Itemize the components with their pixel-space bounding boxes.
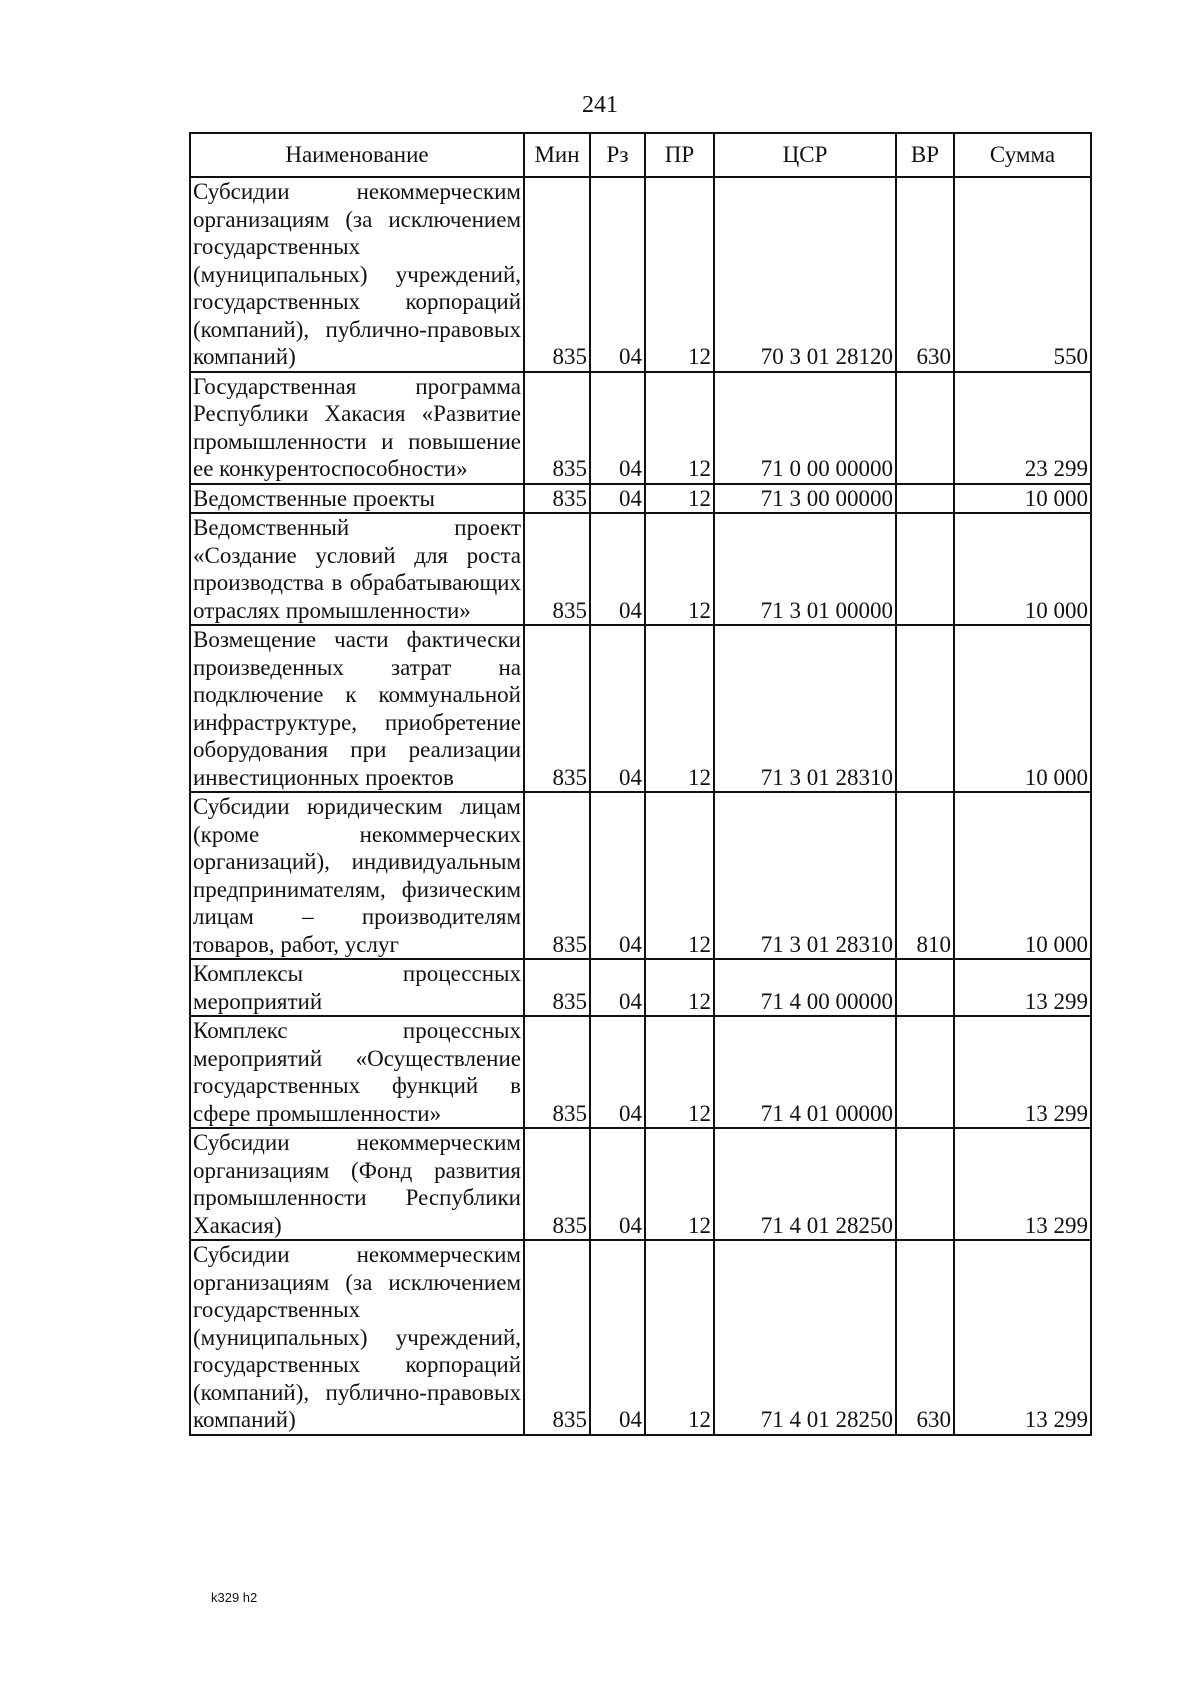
cell-pr: 12 — [645, 177, 714, 372]
cell-vr: 810 — [896, 792, 954, 959]
cell-pr: 12 — [645, 1016, 714, 1128]
cell-vr — [896, 513, 954, 625]
cell-min: 835 — [524, 1240, 590, 1435]
cell-rz: 04 — [590, 1240, 645, 1435]
cell-min: 835 — [524, 372, 590, 484]
table-row — [190, 959, 1091, 1016]
cell-vr — [896, 1128, 954, 1240]
cell-rz: 04 — [590, 792, 645, 959]
cell-name: Комплексы процессных мероприятий — [190, 959, 524, 1016]
cell-vr — [896, 625, 954, 792]
cell-name: Возмещение части фактически произведенных затрат на подключение к коммунальной инфраструктуре, приобретение оборудования при реализации инвестиционных проектов — [190, 625, 524, 792]
cell-name: Ведомственные проекты — [190, 484, 524, 514]
cell-rz: 04 — [590, 959, 645, 1016]
cell-csr: 71 3 01 28310 — [714, 625, 896, 792]
cell-csr: 71 4 01 28250 — [714, 1128, 896, 1240]
cell-pr: 12 — [645, 959, 714, 1016]
cell-min: 835 — [524, 513, 590, 625]
cell-pr: 12 — [645, 792, 714, 959]
cell-name: Субсидии некоммерческим организациям (за исключением государственных (муниципальных) учреждений, государственных корпораций (компаний), публично-правовых компаний) — [190, 1240, 524, 1435]
cell-sum: 13 299 — [954, 959, 1091, 1016]
cell-csr: 71 3 01 28310 — [714, 792, 896, 959]
cell-rz: 04 — [590, 513, 645, 625]
cell-min: 835 — [524, 177, 590, 372]
cell-csr: 71 4 01 28250 — [714, 1240, 896, 1435]
header-min: Мин — [524, 133, 590, 177]
cell-rz: 04 — [590, 372, 645, 484]
cell-vr — [896, 372, 954, 484]
table-row — [190, 484, 1091, 514]
cell-name: Ведомственный проект «Создание условий для роста производства в обрабатывающих отраслях промышленности» — [190, 513, 524, 625]
table-row — [190, 625, 1091, 792]
header-rz: Рз — [590, 133, 645, 177]
cell-name: Субсидии юридическим лицам (кроме некоммерческих организаций), индивидуальным предпринимателям, физическим лицам – производителям товаров, работ, услуг — [190, 792, 524, 959]
cell-rz: 04 — [590, 484, 645, 514]
cell-min: 835 — [524, 792, 590, 959]
header-sum: Сумма — [954, 133, 1091, 177]
table-row — [190, 513, 1091, 625]
table-row — [190, 1128, 1091, 1240]
cell-csr: 70 3 01 28120 — [714, 177, 896, 372]
table-row — [190, 1016, 1091, 1128]
header-csr: ЦСР — [714, 133, 896, 177]
cell-rz: 04 — [590, 1128, 645, 1240]
footer-code: k329 h2 — [211, 1590, 258, 1605]
cell-sum: 10 000 — [954, 625, 1091, 792]
cell-name: Субсидии некоммерческим организациям (за исключением государственных (муниципальных) учреждений, государственных корпораций (компаний), публично-правовых компаний) — [190, 177, 524, 372]
cell-min: 835 — [524, 1016, 590, 1128]
header-name: Наименование — [190, 133, 524, 177]
cell-rz: 04 — [590, 625, 645, 792]
cell-sum: 10 000 — [954, 513, 1091, 625]
header-pr: ПР — [645, 133, 714, 177]
page-number: 241 — [582, 92, 618, 118]
cell-min: 835 — [524, 484, 590, 514]
cell-csr: 71 3 00 00000 — [714, 484, 896, 514]
cell-sum: 23 299 — [954, 372, 1091, 484]
cell-csr: 71 3 01 00000 — [714, 513, 896, 625]
cell-pr: 12 — [645, 1240, 714, 1435]
cell-pr: 12 — [645, 625, 714, 792]
cell-vr: 630 — [896, 177, 954, 372]
cell-sum: 13 299 — [954, 1128, 1091, 1240]
cell-vr — [896, 484, 954, 514]
cell-name: Государственная программа Республики Хакасия «Развитие промышленности и повышение ее конкурентоспособности» — [190, 372, 524, 484]
cell-min: 835 — [524, 959, 590, 1016]
cell-name: Субсидии некоммерческим организациям (Фонд развития промышленности Республики Хакасия) — [190, 1128, 524, 1240]
cell-sum: 550 — [954, 177, 1091, 372]
cell-pr: 12 — [645, 513, 714, 625]
table-row — [190, 1240, 1091, 1435]
cell-rz: 04 — [590, 1016, 645, 1128]
cell-sum: 10 000 — [954, 484, 1091, 514]
cell-pr: 12 — [645, 372, 714, 484]
cell-csr: 71 0 00 00000 — [714, 372, 896, 484]
cell-pr: 12 — [645, 484, 714, 514]
cell-min: 835 — [524, 1128, 590, 1240]
cell-name: Комплекс процессных мероприятий «Осуществление государственных функций в сфере промышленности» — [190, 1016, 524, 1128]
cell-csr: 71 4 01 00000 — [714, 1016, 896, 1128]
cell-vr — [896, 959, 954, 1016]
cell-sum: 13 299 — [954, 1240, 1091, 1435]
cell-csr: 71 4 00 00000 — [714, 959, 896, 1016]
cell-pr: 12 — [645, 1128, 714, 1240]
cell-min: 835 — [524, 625, 590, 792]
header-vr: ВР — [896, 133, 954, 177]
table-row — [190, 372, 1091, 484]
table-row — [190, 792, 1091, 959]
cell-sum: 10 000 — [954, 792, 1091, 959]
budget-table — [189, 132, 1092, 1436]
table-header-row — [190, 133, 1091, 177]
cell-sum: 13 299 — [954, 1016, 1091, 1128]
table-row — [190, 177, 1091, 372]
cell-rz: 04 — [590, 177, 645, 372]
cell-vr: 630 — [896, 1240, 954, 1435]
cell-vr — [896, 1016, 954, 1128]
